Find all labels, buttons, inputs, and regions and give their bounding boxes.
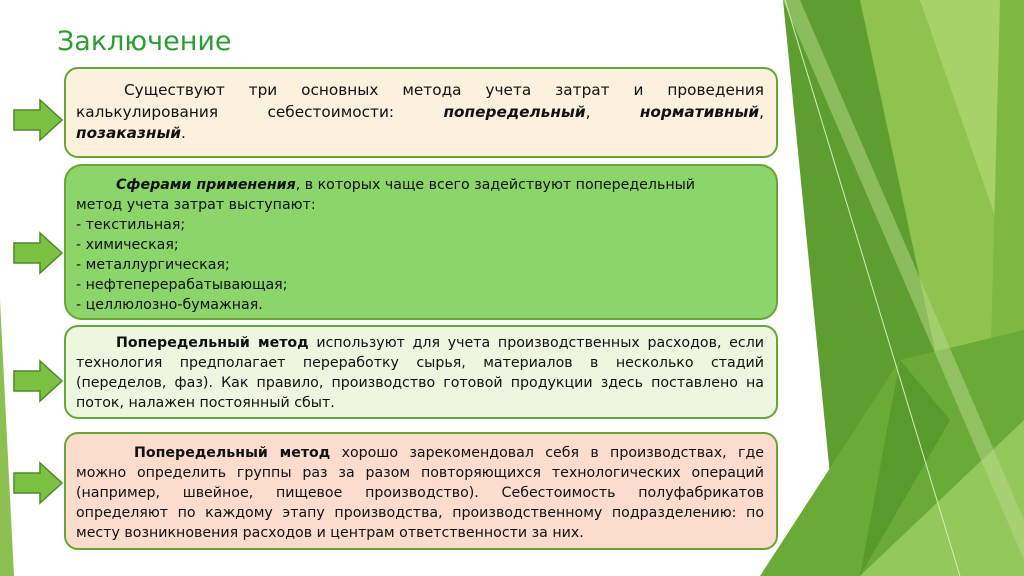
text-line [76, 443, 764, 463]
text-fragment: , в которых чаще всего задействуют попередельный [295, 177, 696, 193]
method-name: нормативный [639, 102, 760, 121]
text-line [76, 333, 764, 353]
method-name: попередельный [443, 102, 586, 121]
emphasis-text: Попередельный метод [116, 335, 309, 351]
text-fragment: . [181, 124, 186, 142]
list-item: - текстильная; [76, 217, 186, 233]
arrow-right-icon [12, 359, 64, 403]
arrow-right-icon [12, 231, 64, 275]
text-line: определяют по каждому этапу производства, производственному подразделению: по [76, 505, 764, 521]
text-line: технология предполагает переработку сырья, материалов в несколько стадий [76, 355, 764, 371]
text-line: можно определить группы раз за разом повторяющихся технологических операций [76, 465, 764, 481]
text-line: (например, швейное, пищевое производство). Себестоимость полуфабрикатов [76, 485, 764, 501]
emphasis-text: Сферами применения [116, 177, 296, 193]
text-line [76, 102, 764, 124]
text-line: метод учета затрат выступают: [76, 197, 316, 213]
text-line: (переделов, фаз). Как правило, производство готовой продукции здесь поставлено на [76, 375, 764, 391]
text-fragment: хорошо зарекомендовал себя в производствах, где [330, 445, 764, 461]
methods-summary-box [64, 67, 778, 158]
application-spheres-box [64, 164, 778, 320]
text-line [76, 123, 764, 145]
method-name: позаказный [76, 124, 182, 142]
left-corner-shape [0, 300, 14, 576]
list-item: - нефтеперерабатывающая; [76, 277, 288, 293]
text-line: поток, налажен постоянный сбыт. [76, 395, 335, 411]
list-item: - металлургическая; [76, 257, 230, 273]
text-fragment: калькулирования себестоимости: [76, 102, 444, 121]
arrow-right-icon [12, 98, 64, 142]
text-fragment: используют для учета производственных расходов, если [308, 335, 764, 351]
page-title: Заключение [57, 26, 232, 57]
text-line [76, 175, 764, 195]
text-fragment: , [585, 102, 640, 121]
method-description-box [64, 325, 778, 419]
list-item: - целлюлозно-бумажная. [76, 297, 263, 313]
text-line: Существуют три основных метода учета затрат и проведения [124, 81, 764, 99]
text-line: месту возникновения расходов и центрам ответственности за них. [76, 525, 584, 541]
arrow-right-icon [12, 461, 64, 505]
emphasis-text: Попередельный метод [134, 445, 331, 461]
method-usage-box [64, 432, 778, 550]
list-item: - химическая; [76, 237, 179, 253]
text-fragment: , [759, 102, 764, 121]
